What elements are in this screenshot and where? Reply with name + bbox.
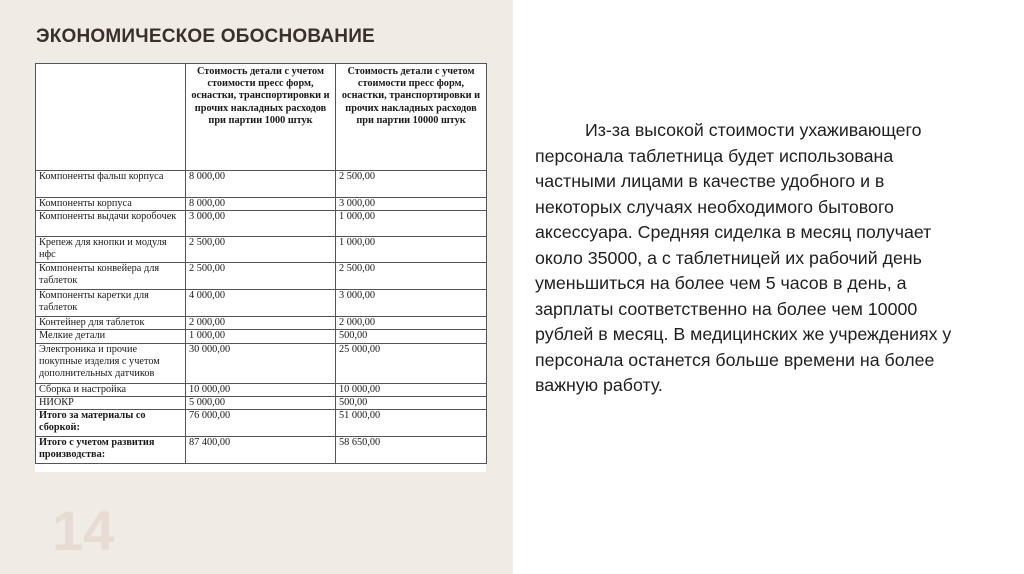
table-total-row	[36, 437, 487, 464]
table-row	[36, 290, 487, 317]
row-label: Компоненты выдачи коробочек	[36, 211, 186, 237]
row-label: Крепеж для кнопки и модуля нфс	[36, 237, 186, 263]
table-row	[36, 237, 487, 263]
price-1000: 3 000,00	[186, 211, 336, 237]
row-label: Контейнер для таблеток	[36, 317, 186, 330]
price-1000: 1 000,00	[186, 330, 336, 343]
price-10000: 2 500,00	[336, 263, 487, 290]
row-label: Компоненты корпуса	[36, 198, 186, 211]
row-label: Электроника и прочие покупные изделия с учетом дополнительных датчиков	[36, 343, 186, 383]
price-1000: 5 000,00	[186, 396, 336, 409]
price-10000: 51 000,00	[336, 410, 487, 437]
row-label: Мелкие детали	[36, 330, 186, 343]
table-row	[36, 317, 487, 330]
price-1000: 87 400,00	[186, 437, 336, 464]
table-row	[36, 198, 487, 211]
price-10000: 2 500,00	[336, 171, 487, 198]
price-1000: 8 000,00	[186, 171, 336, 198]
cost-table-container	[35, 63, 486, 472]
row-label: Компоненты каретки для таблеток	[36, 290, 186, 317]
price-10000: 1 000,00	[336, 211, 487, 237]
price-10000: 1 000,00	[336, 237, 487, 263]
row-label: Компоненты фальш корпуса	[36, 171, 186, 198]
table-row	[36, 263, 487, 290]
price-10000: 58 650,00	[336, 437, 487, 464]
row-label: Итого за материалы со сборкой:	[36, 410, 186, 437]
row-label: НИОКР	[36, 396, 186, 409]
page-number: 14	[52, 499, 115, 562]
table-row	[36, 211, 487, 237]
price-1000: 10 000,00	[186, 383, 336, 396]
row-label: Итого с учетом развития производства:	[36, 437, 186, 464]
slide-title: ЭКОНОМИЧЕСКОЕ ОБОСНОВАНИЕ	[36, 26, 375, 47]
price-1000: 30 000,00	[186, 343, 336, 383]
price-10000: 10 000,00	[336, 383, 487, 396]
body-paragraph: Из-за высокой стоимости ухаживающего персонала таблетница будет использована частными лицами в качестве удобного и в некоторых случаях необходимого бытового аксессуара. Средняя сиделка в месяц получает около 35000, а с таблетницей их рабочий день уменьшиться на более чем 5 часов в день, а зарплаты соответственно на более чем 10000 рублей в месяц. В медицинских же учреждениях у персонала останется больше времени на более важную работу.	[535, 120, 952, 395]
price-1000: 2 000,00	[186, 317, 336, 330]
price-10000: 2 000,00	[336, 317, 487, 330]
price-10000: 500,00	[336, 396, 487, 409]
table-row	[36, 171, 487, 198]
table-total-row	[36, 410, 487, 437]
cost-table	[35, 63, 487, 464]
price-10000: 25 000,00	[336, 343, 487, 383]
table-header-cell: Стоимость детали с учетом стоимости пресс форм, оснастки, транспортировки и прочих накладных расходов при партии 1000 штук	[186, 64, 336, 171]
price-1000: 8 000,00	[186, 198, 336, 211]
price-1000: 4 000,00	[186, 290, 336, 317]
table-header-row	[36, 64, 487, 171]
table-row	[36, 396, 487, 409]
table-header-cell	[36, 64, 186, 171]
price-10000: 500,00	[336, 330, 487, 343]
table-header-cell: Стоимость детали с учетом стоимости пресс форм, оснастки, транспортировки и прочих накладных расходов при партии 10000 штук	[336, 64, 487, 171]
row-label: Сборка и настройка	[36, 383, 186, 396]
table-row	[36, 383, 487, 396]
table-row	[36, 330, 487, 343]
price-10000: 3 000,00	[336, 290, 487, 317]
price-1000: 2 500,00	[186, 263, 336, 290]
table-row	[36, 343, 487, 383]
row-label: Компоненты конвейера для таблеток	[36, 263, 186, 290]
price-10000: 3 000,00	[336, 198, 487, 211]
price-1000: 2 500,00	[186, 237, 336, 263]
price-1000: 76 000,00	[186, 410, 336, 437]
